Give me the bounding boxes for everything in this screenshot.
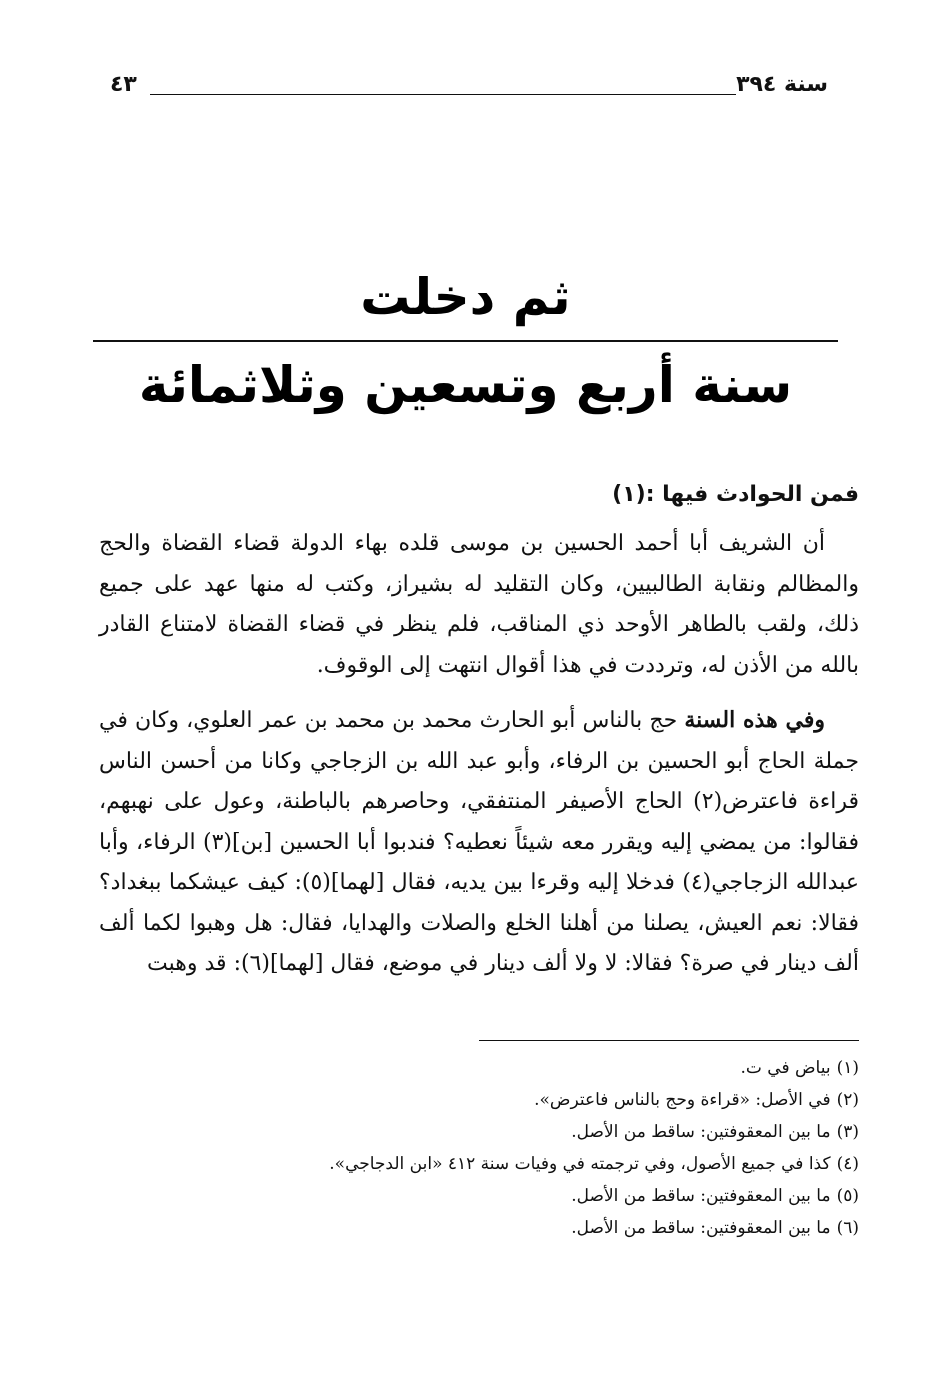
paragraph <box>99 524 859 686</box>
paragraph-lead: وفي هذه السنة <box>684 707 825 733</box>
chapter-title-line2: سنة أربع وتسعين وثلاثمائة <box>138 356 793 414</box>
chapter-title-line1: ثم دخلت <box>360 268 571 326</box>
footnote-text: ما بين المعقوفتين: ساقط من الأصل. <box>571 1122 831 1142</box>
footnote-number: (٢) <box>836 1090 859 1110</box>
footnote-text: بياض في ت. <box>740 1058 831 1078</box>
footnote-text: في الأصل: «قراءة وحج بالناس فاعترض». <box>534 1090 831 1110</box>
paragraph <box>99 700 859 985</box>
footnote-number: (٥) <box>836 1186 859 1206</box>
section-heading: فمن الحوادث فيها :(١) <box>612 482 859 507</box>
footnote <box>99 1052 859 1084</box>
paragraph-text: أن الشريف أبا أحمد الحسين بن موسى قلده بهاء الدولة قضاء القضاة والحج والمظالم ونقابة الطالبيين، وكان التقليد له بشيراز، وكتب له منها عهد على جميع ذلك، ولقب بالطاهر الأوحد ذي المناقب، فلم ينظر في قضاء القضاة لامتناع القادر بالله من الأذن له، وترددت في هذا أقوال انتهت إلى الوقوف. <box>99 531 859 678</box>
footnote-number: (٣) <box>836 1122 859 1142</box>
page-number: ٤٣ <box>110 72 137 97</box>
footnote <box>99 1084 859 1116</box>
footnote-text: ما بين المعقوفتين: ساقط من الأصل. <box>571 1218 831 1238</box>
footnote <box>99 1212 859 1244</box>
footnote-number: (٤) <box>836 1154 859 1174</box>
main-text <box>99 470 859 985</box>
footnote <box>99 1180 859 1212</box>
footnote-rule <box>479 1040 859 1041</box>
running-header-title: سنة ٣٩٤ <box>736 72 828 97</box>
footnote <box>99 1116 859 1148</box>
running-header-rule <box>150 94 736 95</box>
footnote-text: ما بين المعقوفتين: ساقط من الأصل. <box>571 1186 831 1206</box>
chapter-title <box>0 262 931 428</box>
footnote-number: (٦) <box>836 1218 859 1238</box>
footnote-text: كذا في جميع الأصول، وفي ترجمته في وفيات سنة ٤١٢ «ابن الدجاجي». <box>329 1154 831 1174</box>
paragraph-text: حج بالناس أبو الحارث محمد بن محمد بن عمر العلوي، وكان في جملة الحاج أبو الحسين بن الرفاء، وأبو عبد الله بن الزجاجي وكانا من أحسن الناس قراءة فاعترض(٢) الحاج الأصيفر المنتفقي، وحاصرهم بالباطنة، وعول على نهبهم، فقالوا: من يمضي إليه ويقرر معه شيئاً نعطيه؟ فندبوا أبا الحسين [بن](٣) الرفاء، وأبا عبدالله الزجاجي(٤) فدخلا إليه وقرءا بين يديه، فقال [لهما](٥): كيف عيشكما ببغداد؟ فقالا: نعم العيش، يصلنا من أهلنا الخلع والصلات والهدايا، فقال: هل وهبوا لكما ألف ألف دينار في صرة؟ فقالا: لا ولا ألف دينار في موضع، فقال [لهما](٦): قد وهبت <box>99 708 859 976</box>
footnote-number: (١) <box>836 1058 859 1078</box>
footnote <box>99 1148 859 1180</box>
running-header <box>110 72 828 106</box>
footnotes <box>99 1052 859 1244</box>
